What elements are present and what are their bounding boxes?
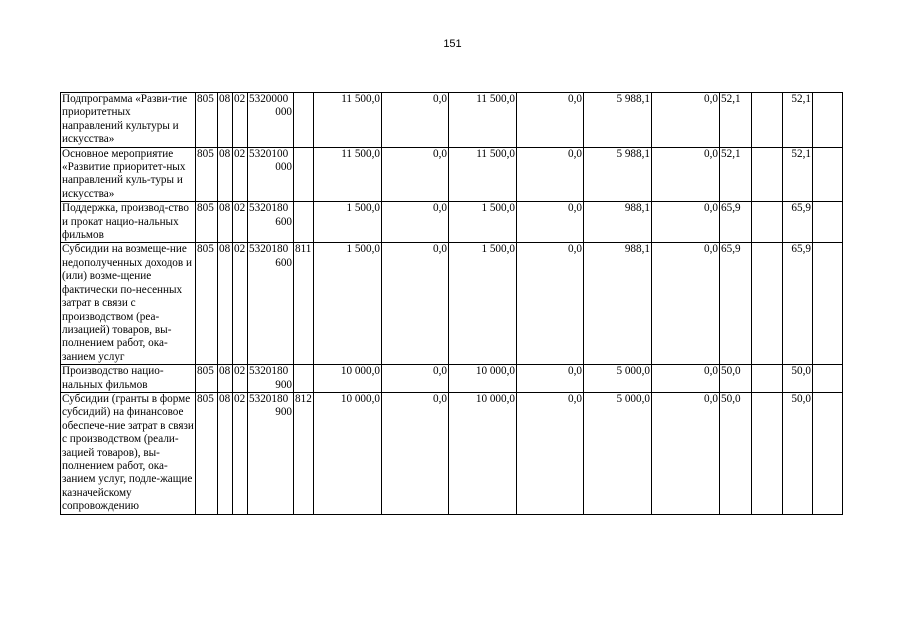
value-5-cell: 5 000,0 xyxy=(584,392,652,514)
value-3-cell: 10 000,0 xyxy=(449,392,517,514)
target-article-cell xyxy=(248,202,294,243)
subsection-code-cell: 02 xyxy=(233,202,248,243)
value-6-cell: 0,0 xyxy=(652,93,720,148)
target-article-part-1: 5320180 xyxy=(249,365,289,378)
value-6-cell: 0,0 xyxy=(652,202,720,243)
percent-2-cell: 50,0 xyxy=(783,365,813,393)
expense-type-cell xyxy=(294,202,314,243)
value-6-cell: 0,0 xyxy=(652,243,720,365)
value-3-cell: 11 500,0 xyxy=(449,147,517,202)
target-article-part-2: 000 xyxy=(275,106,292,119)
target-article-cell xyxy=(248,243,294,365)
admin-code-cell: 805 xyxy=(196,202,218,243)
value-2-cell: 0,0 xyxy=(382,202,449,243)
budget-table xyxy=(60,92,843,515)
empty-cell xyxy=(813,243,843,365)
target-article-cell xyxy=(248,392,294,514)
target-article-cell xyxy=(248,147,294,202)
value-6-cell: 0,0 xyxy=(652,365,720,393)
value-3-cell: 1 500,0 xyxy=(449,202,517,243)
expense-type-cell xyxy=(294,93,314,148)
subsection-code-cell: 02 xyxy=(233,365,248,393)
table-row xyxy=(61,202,843,243)
percent-1-cell: 65,9 xyxy=(720,202,752,243)
percent-2-cell: 52,1 xyxy=(783,93,813,148)
target-article-part-1: 5320100 xyxy=(249,147,289,160)
section-code-cell: 08 xyxy=(218,202,233,243)
percent-1-cell: 65,9 xyxy=(720,243,752,365)
value-2-cell: 0,0 xyxy=(382,93,449,148)
value-2-cell: 0,0 xyxy=(382,243,449,365)
empty-cell xyxy=(813,202,843,243)
value-5-cell: 988,1 xyxy=(584,202,652,243)
percent-2-cell: 65,9 xyxy=(783,243,813,365)
empty-cell xyxy=(813,93,843,148)
value-1-cell: 10 000,0 xyxy=(314,392,382,514)
target-article-part-2: 900 xyxy=(275,406,292,419)
percent-1-cell: 50,0 xyxy=(720,365,752,393)
section-code-cell: 08 xyxy=(218,147,233,202)
table-row xyxy=(61,392,843,514)
value-1-cell: 1 500,0 xyxy=(314,243,382,365)
value-2-cell: 0,0 xyxy=(382,392,449,514)
empty-cell xyxy=(752,202,783,243)
target-article-cell xyxy=(248,93,294,148)
value-6-cell: 0,0 xyxy=(652,147,720,202)
target-article-part-1: 5320000 xyxy=(249,93,289,105)
admin-code-cell: 805 xyxy=(196,93,218,148)
empty-cell xyxy=(813,392,843,514)
expense-type-cell: 811 xyxy=(294,243,314,365)
target-article-part-2: 600 xyxy=(275,215,292,228)
target-article-part-1: 5320180 xyxy=(249,392,289,405)
subsection-code-cell: 02 xyxy=(233,147,248,202)
row-name-cell: Подпрограмма «Разви-тие приоритетных направлений культуры и искусства» xyxy=(61,93,196,148)
subsection-code-cell: 02 xyxy=(233,243,248,365)
value-3-cell: 11 500,0 xyxy=(449,93,517,148)
percent-1-cell: 52,1 xyxy=(720,147,752,202)
section-code-cell: 08 xyxy=(218,93,233,148)
row-name-cell: Субсидии на возмеще-ние недополученных доходов и (или) возме-щение фактически по-несенных затрат в связи с производством (реа-лизацией) товаров, вы-полнением работ, ока-занием услуг xyxy=(61,243,196,365)
section-code-cell: 08 xyxy=(218,243,233,365)
empty-cell xyxy=(752,365,783,393)
value-4-cell: 0,0 xyxy=(517,243,584,365)
empty-cell xyxy=(752,392,783,514)
value-4-cell: 0,0 xyxy=(517,365,584,393)
section-code-cell: 08 xyxy=(218,392,233,514)
admin-code-cell: 805 xyxy=(196,147,218,202)
value-2-cell: 0,0 xyxy=(382,147,449,202)
percent-2-cell: 50,0 xyxy=(783,392,813,514)
value-1-cell: 10 000,0 xyxy=(314,365,382,393)
section-code-cell: 08 xyxy=(218,365,233,393)
expense-type-cell: 812 xyxy=(294,392,314,514)
value-4-cell: 0,0 xyxy=(517,147,584,202)
value-5-cell: 988,1 xyxy=(584,243,652,365)
empty-cell xyxy=(813,147,843,202)
value-3-cell: 10 000,0 xyxy=(449,365,517,393)
empty-cell xyxy=(752,147,783,202)
percent-1-cell: 50,0 xyxy=(720,392,752,514)
value-4-cell: 0,0 xyxy=(517,93,584,148)
value-6-cell: 0,0 xyxy=(652,392,720,514)
target-article-part-2: 000 xyxy=(275,161,292,174)
percent-1-cell: 52,1 xyxy=(720,93,752,148)
value-5-cell: 5 988,1 xyxy=(584,93,652,148)
row-name-cell: Основное мероприятие «Развитие приоритет-ных направлений куль-туры и искусства» xyxy=(61,147,196,202)
value-4-cell: 0,0 xyxy=(517,202,584,243)
expense-type-cell xyxy=(294,147,314,202)
value-3-cell: 1 500,0 xyxy=(449,243,517,365)
page-number: 151 xyxy=(443,38,462,50)
value-4-cell: 0,0 xyxy=(517,392,584,514)
value-1-cell: 11 500,0 xyxy=(314,93,382,148)
value-5-cell: 5 000,0 xyxy=(584,365,652,393)
subsection-code-cell: 02 xyxy=(233,392,248,514)
value-1-cell: 1 500,0 xyxy=(314,202,382,243)
empty-cell xyxy=(752,243,783,365)
admin-code-cell: 805 xyxy=(196,243,218,365)
value-5-cell: 5 988,1 xyxy=(584,147,652,202)
table-row xyxy=(61,93,843,148)
value-2-cell: 0,0 xyxy=(382,365,449,393)
table-row xyxy=(61,365,843,393)
row-name-cell: Субсидии (гранты в форме субсидий) на финансовое обеспече-ние затрат в связи с производством (реали-зацией товаров), вы-полнением работ, ока-занием услуг, подле-жащие казначейскому сопровождению xyxy=(62,392,194,513)
row-name-cell: Поддержка, производ-ство и прокат нацио-нальных фильмов xyxy=(61,202,196,243)
admin-code-cell: 805 xyxy=(196,365,218,393)
admin-code-cell: 805 xyxy=(196,392,218,514)
expense-type-cell xyxy=(294,365,314,393)
target-article-part-2: 900 xyxy=(275,378,292,391)
percent-2-cell: 65,9 xyxy=(783,202,813,243)
row-name-cell: Производство нацио-нальных фильмов xyxy=(61,365,196,393)
target-article-part-1: 5320180 xyxy=(249,202,289,215)
empty-cell xyxy=(752,93,783,148)
target-article-part-2: 600 xyxy=(275,256,292,269)
empty-cell xyxy=(813,365,843,393)
table-row xyxy=(61,243,843,365)
value-1-cell: 11 500,0 xyxy=(314,147,382,202)
table-row xyxy=(61,147,843,202)
subsection-code-cell: 02 xyxy=(233,93,248,148)
percent-2-cell: 52,1 xyxy=(783,147,813,202)
target-article-part-1: 5320180 xyxy=(249,243,289,256)
target-article-cell xyxy=(248,365,294,393)
